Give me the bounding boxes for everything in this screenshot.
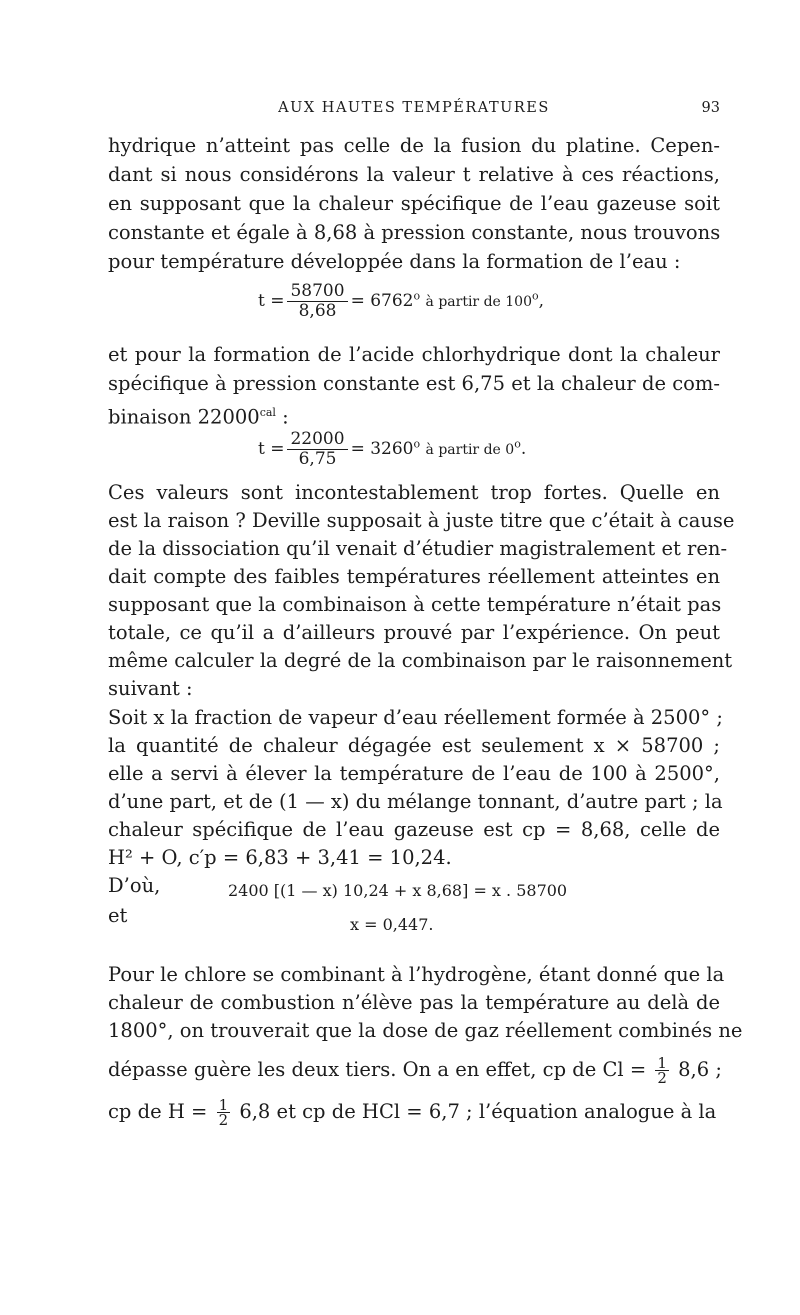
text-fragment: 6,8 et cp de HCl = 6,7 ; l’équation analogue à la [239, 1100, 717, 1123]
text-line: est la raison ? Deville supposait à juste titre que c’était à cause [108, 509, 735, 532]
eq-result: = 3260 [350, 439, 414, 459]
text-line [108, 1096, 720, 1129]
page-number: 93 [701, 100, 720, 116]
degree-sign: o [413, 437, 421, 451]
text-fragment: dépasse guère les deux tiers. On a en effet, cp de Cl = [108, 1058, 647, 1081]
eq-tail: à partir de 100 [425, 294, 532, 310]
text-line: en supposant que la chaleur spécifique de l’eau gazeuse soit [108, 192, 720, 215]
text-line [108, 400, 720, 429]
text-line: constante et égale à 8,68 à pression constante, nous trouvons [108, 221, 721, 244]
denominator: 6,75 [298, 449, 337, 469]
text-line: spécifique à pression constante est 6,75 et la chaleur de com- [108, 372, 720, 395]
text-line: suivant : [108, 677, 193, 700]
text-fragment: binaison 22000 [108, 405, 260, 429]
text-line: totale, ce qu’il a d’ailleurs prouvé par l’expérience. On peut [108, 621, 720, 644]
numerator: 22000 [287, 430, 347, 450]
degree-sign: o [413, 289, 421, 303]
fraction [287, 430, 347, 469]
eq-end: . [520, 439, 527, 459]
unit-cal: cal [259, 406, 276, 419]
text-line: dant si nous considérons la valeur t relative à ces réactions, [108, 163, 720, 186]
text-line: hydrique n’atteint pas celle de la fusion du platine. Cepen- [108, 134, 720, 157]
equation-balance: 2400 [(1 — x) 10,24 + x 8,68] = x . 58700 [228, 881, 568, 900]
text-line: Ces valeurs sont incontestablement trop fortes. Quelle en [108, 481, 720, 504]
denominator: 2 [657, 1069, 667, 1087]
eq-result: = 6762 [350, 291, 414, 311]
text-line [108, 1054, 722, 1087]
text-line: D’où, [108, 874, 161, 897]
text-line: et pour la formation de l’acide chlorhydrique dont la chaleur [108, 343, 720, 366]
denominator: 8,68 [298, 301, 337, 321]
text-fragment: cp de H = [108, 1100, 208, 1123]
running-title: AUX HAUTES TEMPÉRATURES [278, 100, 550, 116]
text-line: elle a servi à élever la température de l’eau de 100 à 2500°, [108, 762, 720, 785]
eq-lhs: t = [258, 291, 285, 311]
text-line: chaleur spécifique de l’eau gazeuse est cp = 8,68, celle de [108, 818, 720, 841]
numerator: 58700 [287, 282, 347, 302]
text-line: Pour le chlore se combinant à l’hydrogène, étant donné que la [108, 963, 725, 986]
degree-sign: o [514, 437, 521, 451]
text-fragment: 8,6 ; [678, 1058, 722, 1081]
text-line: Soit x la fraction de vapeur d’eau réellement formée à 2500° ; [108, 706, 723, 729]
eq-end: , [538, 291, 545, 311]
text-line: supposant que la combinaison à cette température n’était pas [108, 593, 722, 616]
fraction [655, 1056, 669, 1085]
text-fragment: : [275, 405, 289, 429]
text-line: d’une part, et de (1 — x) du mélange tonnant, d’autre part ; la [108, 790, 723, 813]
text-line: H² + O, c′p = 6,83 + 3,41 = 10,24. [108, 846, 452, 869]
text-line: 1800°, on trouverait que la dose de gaz réellement combinés ne [108, 1019, 743, 1042]
text-line: pour température développée dans la formation de l’eau : [108, 250, 681, 273]
text-line: chaleur de combustion n’élève pas la température au delà de [108, 991, 720, 1014]
text-line: dait compte des faibles températures réellement atteintes en [108, 565, 720, 588]
equation-water [258, 282, 544, 321]
equation-hcl [258, 430, 526, 469]
fraction [217, 1098, 231, 1127]
text-line: même calculer la degré de la combinaison par le raisonnement [108, 649, 733, 672]
degree-sign: o [532, 289, 539, 303]
fraction [287, 282, 347, 321]
text-line: la quantité de chaleur dégagée est seulement x × 58700 ; [108, 734, 720, 757]
eq-lhs: t = [258, 439, 285, 459]
equation-result: x = 0,447. [350, 915, 434, 934]
text-line: et [108, 904, 128, 927]
text-line: de la dissociation qu’il venait d’étudier magistralement et ren- [108, 537, 728, 560]
numerator: 1 [657, 1054, 667, 1072]
denominator: 2 [218, 1111, 229, 1129]
eq-tail: à partir de 0 [425, 442, 515, 458]
numerator: 1 [218, 1096, 229, 1114]
page-header [108, 100, 720, 122]
